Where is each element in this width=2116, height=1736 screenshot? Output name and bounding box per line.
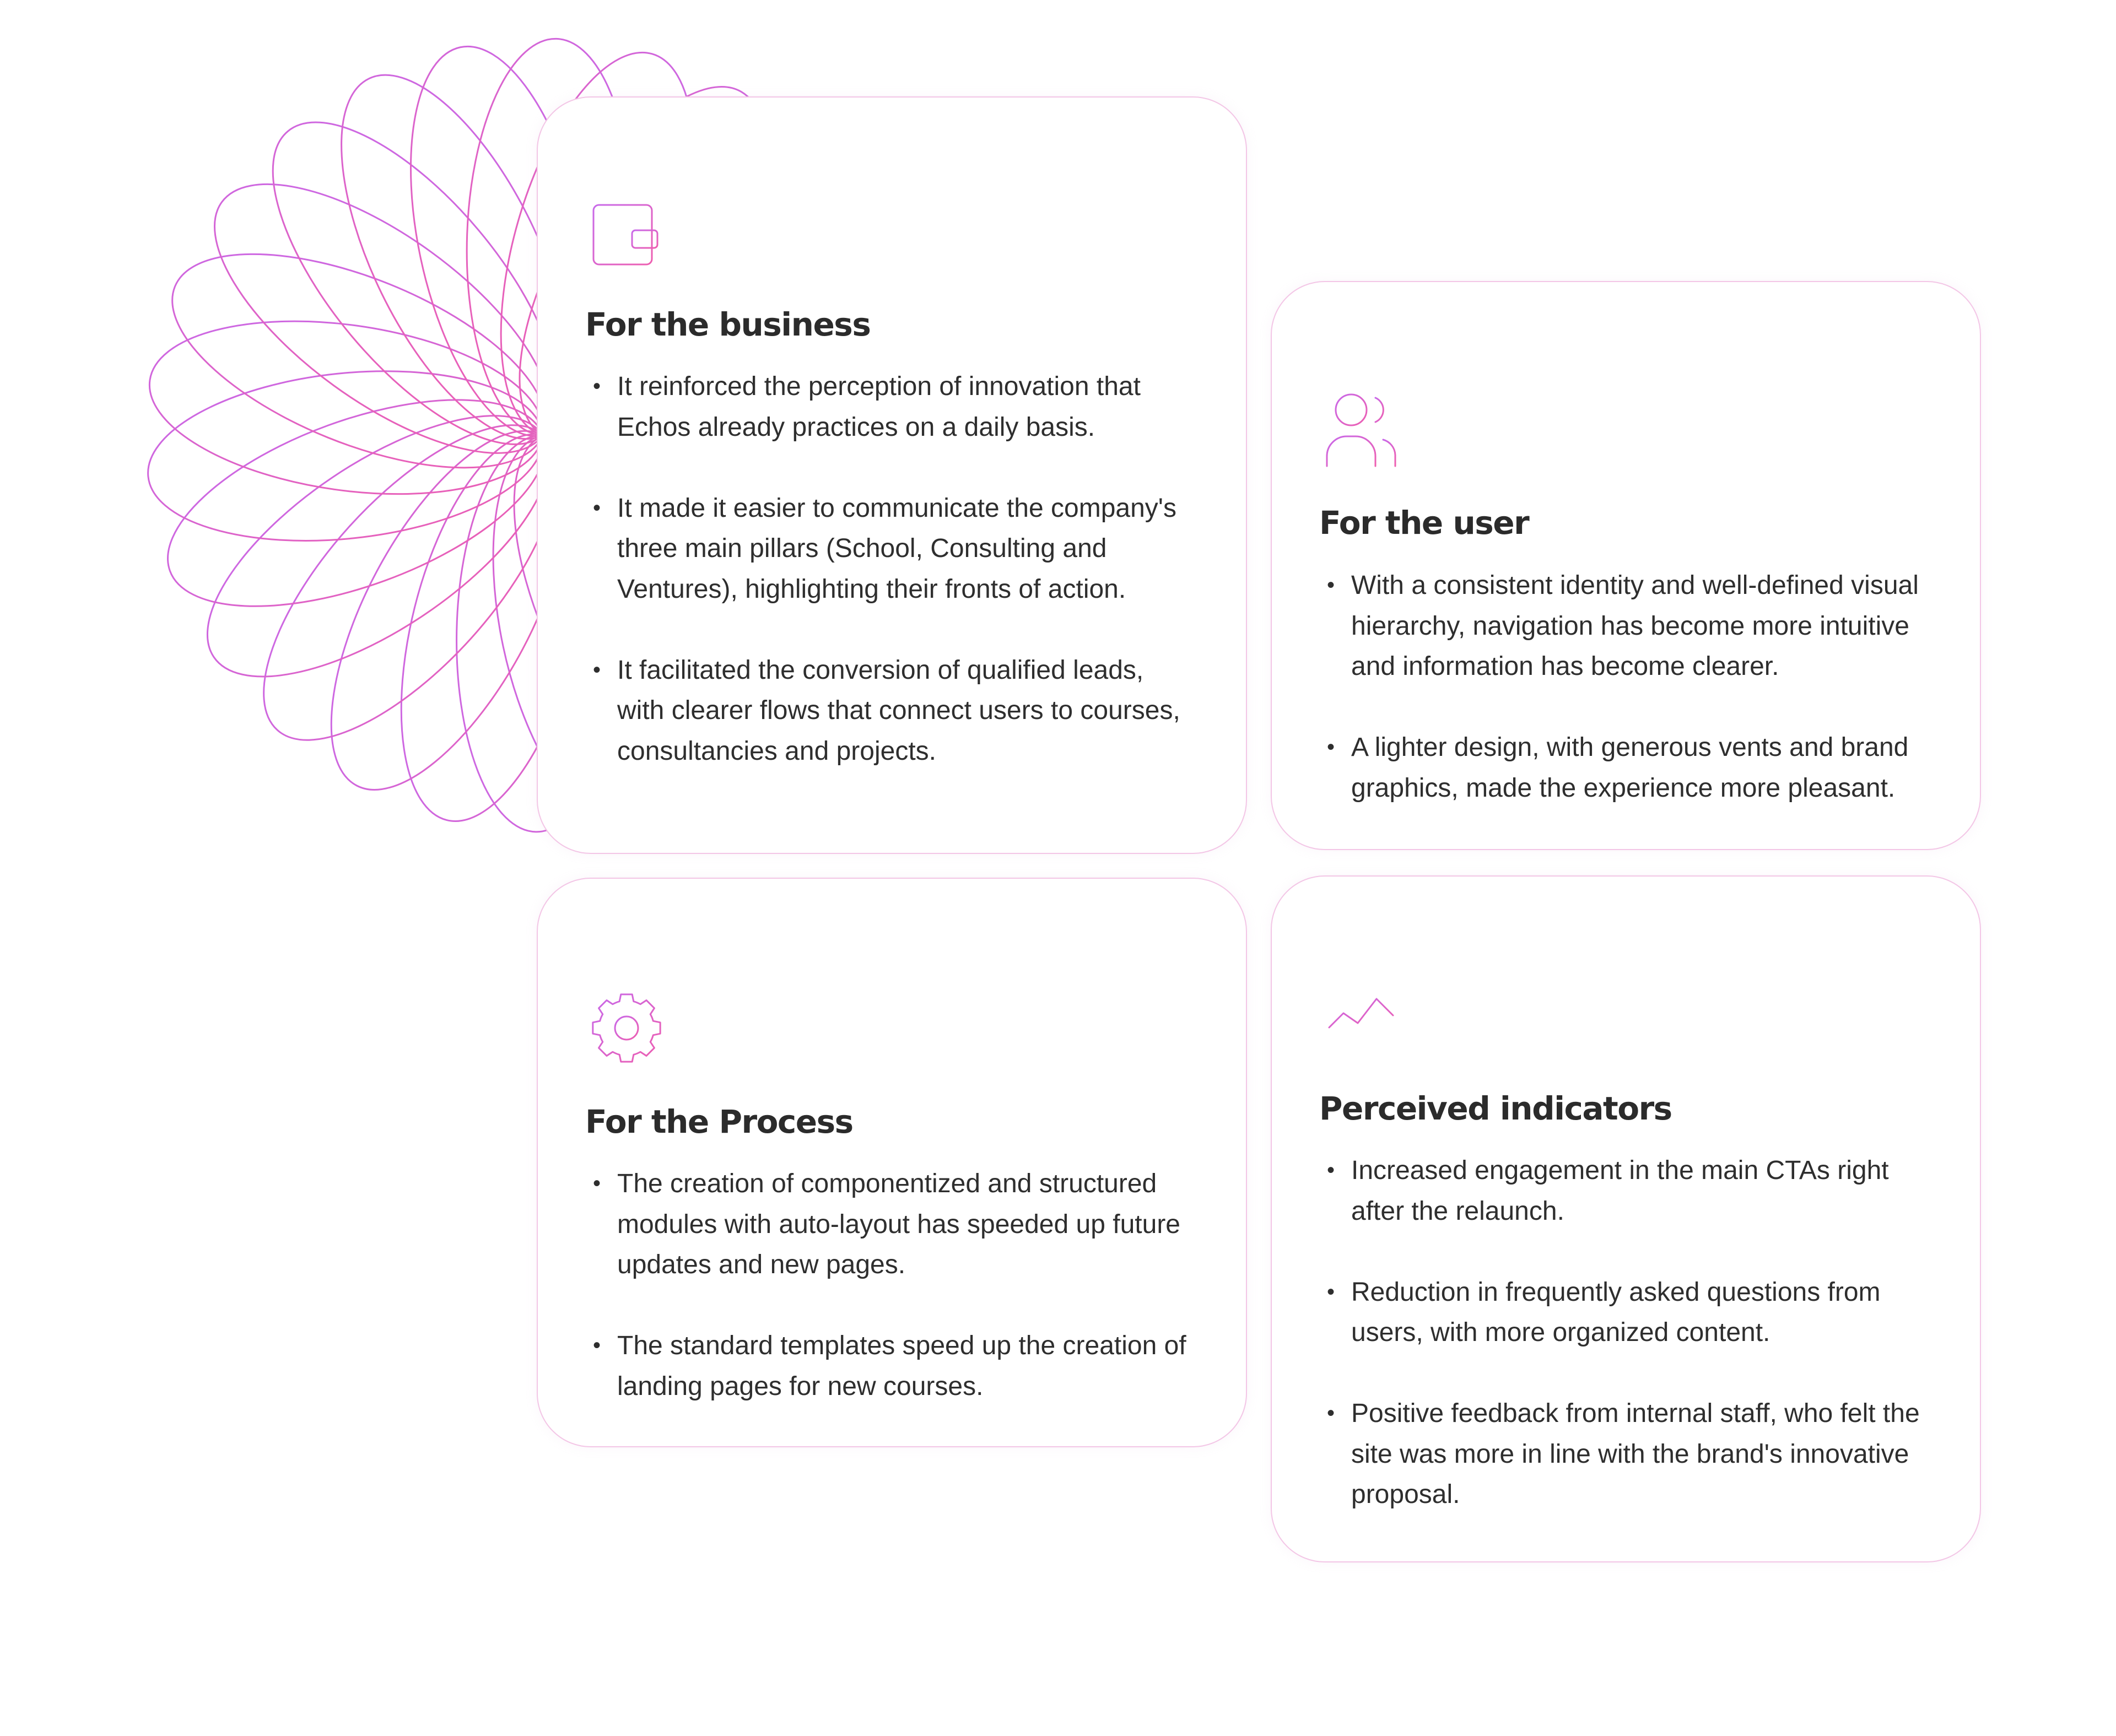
list-item [1319, 727, 1925, 808]
card-list [585, 366, 1191, 771]
list-item [1319, 1150, 1925, 1231]
list-item-text: The standard templates speed up the creation of landing pages for new courses. [617, 1331, 1186, 1401]
list-item [1319, 565, 1925, 687]
users-icon [1322, 391, 1400, 469]
list-item [1319, 1272, 1925, 1353]
card-title: For the user [1319, 504, 1529, 542]
card-process [537, 878, 1247, 1447]
card-list [1319, 1150, 1925, 1515]
flower-petal [144, 210, 574, 512]
list-item [585, 488, 1191, 610]
card-title: For the Process [585, 1103, 853, 1140]
list-item [585, 366, 1191, 447]
bullet-icon: • [593, 657, 601, 682]
bullet-icon: • [593, 1171, 601, 1196]
flower-petal [139, 353, 551, 559]
flower-petal [142, 358, 571, 648]
bullet-icon: • [1327, 735, 1335, 759]
list-item [1319, 1393, 1925, 1515]
flower-petal [138, 298, 554, 517]
card-title: Perceived indicators [1319, 1090, 1672, 1127]
list-item [585, 650, 1191, 772]
flower-petal [168, 367, 589, 726]
wallet-icon [591, 199, 660, 268]
card-title: For the business [585, 306, 871, 343]
card-list [585, 1164, 1191, 1407]
line-chart-icon [1326, 992, 1397, 1051]
bullet-icon: • [1327, 1158, 1335, 1182]
list-item-text: The creation of componentized and structured modules with auto-layout has speeded up future updates and new pages. [617, 1169, 1180, 1279]
list-item-text: It facilitated the conversion of qualified leads, with clearer flows that connect users to courses, consultancies and projects. [617, 655, 1180, 766]
bullet-icon: • [1327, 573, 1335, 597]
list-item-text: Positive feedback from internal staff, who felt the site was more in line with the brand's innovative proposal. [1351, 1399, 1920, 1509]
list-item [585, 1326, 1191, 1407]
list-item-text: With a consistent identity and well-defined visual hierarchy, navigation has become more intuitive and information has become clearer. [1351, 571, 1919, 681]
card-indicators [1271, 875, 1981, 1562]
bullet-icon: • [593, 1333, 601, 1358]
card-business [537, 96, 1247, 854]
bullet-icon: • [593, 495, 601, 520]
gear-icon [588, 989, 665, 1067]
list-item-text: Increased engagement in the main CTAs right after the relaunch. [1351, 1156, 1889, 1226]
card-user [1271, 281, 1981, 850]
list-item-text: It made it easier to communicate the company's three main pillars (School, Consulting and Ventures), highlighting their fronts of action. [617, 493, 1176, 604]
bullet-icon: • [1327, 1279, 1335, 1304]
list-item-text: Reduction in frequently asked questions from users, with more organized content. [1351, 1277, 1881, 1347]
card-list [1319, 565, 1925, 808]
list-item [585, 1164, 1191, 1285]
bullet-icon: • [593, 374, 601, 398]
bullet-icon: • [1327, 1401, 1335, 1425]
list-item-text: A lighter design, with generous vents and brand graphics, made the experience more pleasant. [1351, 733, 1909, 803]
flower-petal [173, 135, 591, 502]
list-item-text: It reinforced the perception of innovation that Echos already practices on a daily basis. [617, 372, 1141, 442]
